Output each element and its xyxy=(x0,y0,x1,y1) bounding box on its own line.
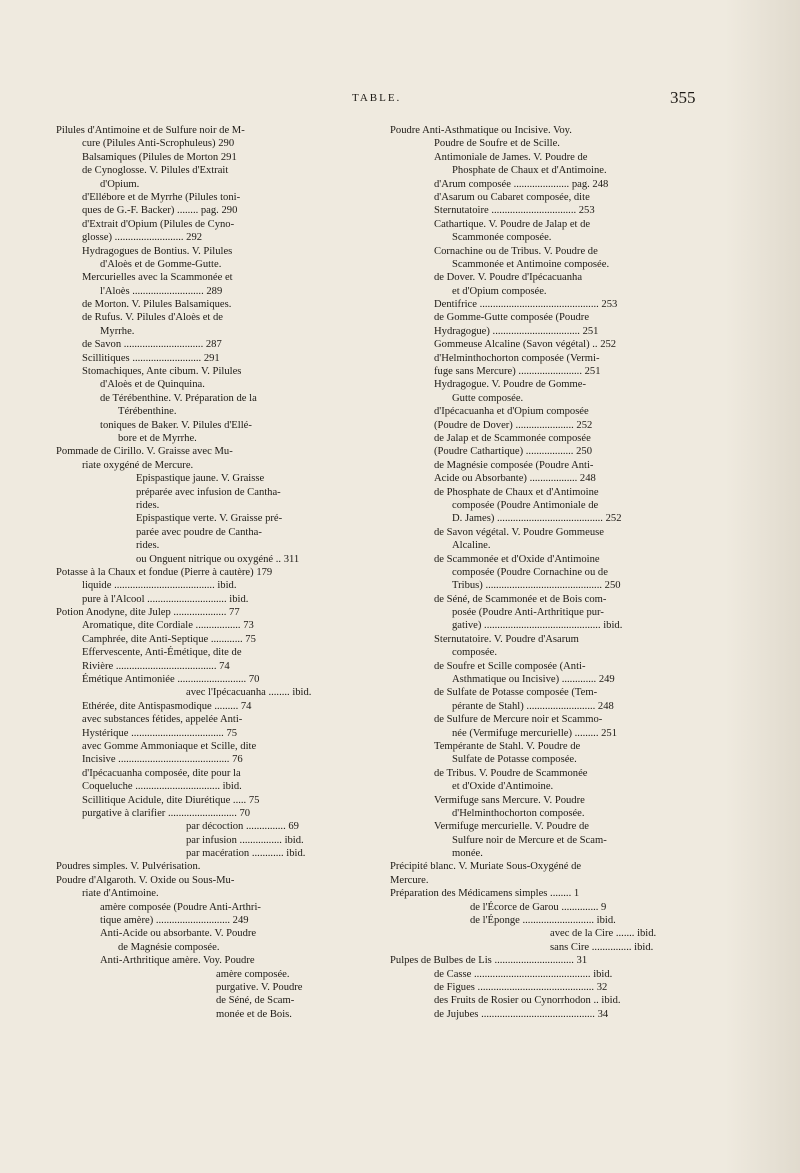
index-entry xyxy=(56,1008,428,1021)
index-entry xyxy=(390,459,716,472)
index-entry-text: Acide ou Absorbante) .................. 248 xyxy=(434,473,596,485)
index-entry xyxy=(56,686,428,699)
index-entry xyxy=(56,459,428,472)
index-entry-text: d'Ellébore et de Myrrhe (Pilules toni- xyxy=(82,191,241,203)
index-entry xyxy=(56,727,428,740)
index-entry-text: de Morton. V. Pilules Balsamiques. xyxy=(82,299,232,311)
index-entry xyxy=(390,566,716,579)
index-entry xyxy=(56,633,428,646)
index-entry xyxy=(56,472,428,485)
index-entry xyxy=(56,874,428,887)
index-entry-text: de Gomme-Gutte composée (Poudre xyxy=(434,312,590,324)
index-entry-text: Émétique Antimoniée .......................... 70 xyxy=(82,674,260,686)
index-entry-text: Potasse à la Chaux et fondue (Pierre à cautère) 179 xyxy=(56,566,273,578)
index-entry xyxy=(56,753,428,766)
index-entry xyxy=(390,486,716,499)
index-entry xyxy=(56,593,428,606)
index-entry xyxy=(56,914,428,927)
index-entry-text: Tempérante de Stahl. V. Poudre de xyxy=(434,740,581,752)
index-entry xyxy=(56,927,428,940)
index-entry-text: d'Aloès et de Gomme-Gutte. xyxy=(100,258,222,270)
index-entry-text: Sternutatoire. V. Poudre d'Asarum xyxy=(434,633,579,645)
index-entry-text: riate oxygéné de Mercure. xyxy=(82,459,194,471)
index-entry-text: préparée avec infusion de Cantha- xyxy=(136,486,281,498)
index-entry-text: Hydragogues de Bontius. V. Pilules xyxy=(82,245,233,257)
page-number: 355 xyxy=(670,88,696,107)
index-entry-text: Hydragogue) ................................. 251 xyxy=(434,325,599,337)
index-entry-text: de Cynoglosse. V. Pilules d'Extrait xyxy=(82,165,229,177)
index-entry-text: de Dover. V. Poudre d'Ipécacuanha xyxy=(434,272,583,284)
index-entry xyxy=(390,191,716,204)
index-column-left xyxy=(56,124,428,1021)
index-entry xyxy=(390,981,716,994)
index-entry xyxy=(56,981,428,994)
index-entry-text: de Phosphate de Chaux et d'Antimoine xyxy=(434,486,599,498)
index-entry-text: Gutte composée. xyxy=(452,392,524,404)
index-entry xyxy=(390,887,716,900)
index-entry xyxy=(390,445,716,458)
index-entry xyxy=(56,820,428,833)
index-entry-text: (Poudre Cathartique) .................. 250 xyxy=(434,446,592,458)
index-entry xyxy=(56,486,428,499)
index-entry xyxy=(56,512,428,525)
index-entry xyxy=(56,258,428,271)
index-entry-text: parée avec poudre de Cantha- xyxy=(136,526,262,538)
index-entry xyxy=(56,178,428,191)
index-entry-text: liquide ...................................... ibid. xyxy=(82,580,237,592)
index-entry-text: Phosphate de Chaux et d'Antimoine. xyxy=(452,165,607,177)
index-entry xyxy=(56,700,428,713)
index-entry-text: de Sulfate de Potasse composée (Tem- xyxy=(434,687,598,699)
index-entry-text: de Jujubes ........................................... 34 xyxy=(434,1008,609,1020)
index-entry-text: riate d'Antimoine. xyxy=(82,888,159,900)
index-entry xyxy=(390,633,716,646)
index-entry xyxy=(390,285,716,298)
index-entry xyxy=(390,727,716,740)
index-entry xyxy=(390,740,716,753)
index-entry-text: Poudre d'Algaroth. V. Oxide ou Sous-Mu- xyxy=(56,874,235,886)
index-entry xyxy=(56,338,428,351)
index-entry xyxy=(390,994,716,1007)
index-entry xyxy=(390,941,716,954)
index-entry xyxy=(56,901,428,914)
index-entry-text: d'Asarum ou Cabaret composée, dite xyxy=(434,191,590,203)
index-entry xyxy=(56,365,428,378)
index-entry-text: fuge sans Mercure) ........................ 251 xyxy=(434,366,601,378)
index-entry-text: pure à l'Alcool .............................. ibid. xyxy=(82,593,249,605)
index-entry xyxy=(390,579,716,592)
index-entry-text: Mercure. xyxy=(390,874,429,886)
index-entry-text: avec Gomme Ammoniaque et Scille, dite xyxy=(82,740,257,752)
index-entry-text: Rivière ...................................... 74 xyxy=(82,660,230,672)
index-entry xyxy=(56,124,428,137)
index-entry-text: Vermifuge sans Mercure. V. Poudre xyxy=(434,794,585,806)
index-entry-text: de Séné, de Scam- xyxy=(216,995,295,1007)
index-entry-text: de Jalap et de Scammonée composée xyxy=(434,432,591,444)
index-entry xyxy=(390,968,716,981)
index-entry-text: de Tribus. V. Poudre de Scammonée xyxy=(434,767,588,779)
index-entry-text: Myrrhe. xyxy=(100,325,135,337)
index-entry xyxy=(390,204,716,217)
index-entry xyxy=(56,419,428,432)
index-entry xyxy=(390,218,716,231)
index-entry-text: toniques de Baker. V. Pilules d'Ellé- xyxy=(100,419,252,431)
index-entry xyxy=(56,499,428,512)
index-entry xyxy=(56,994,428,1007)
index-entry-text: monée. xyxy=(452,848,483,860)
index-entry xyxy=(56,539,428,552)
index-entry-text: Gommeuse Alcaline (Savon végétal) .. 252 xyxy=(434,339,617,351)
index-entry xyxy=(390,927,716,940)
index-entry-text: de Sulfure de Mercure noir et Scammo- xyxy=(434,714,603,726)
index-entry-text: Potion Anodyne, dite Julep .................... 77 xyxy=(56,607,240,619)
index-entry xyxy=(56,794,428,807)
index-entry xyxy=(56,137,428,150)
index-entry xyxy=(390,606,716,619)
index-entry-text: de Magnésie composée (Poudre Anti- xyxy=(434,459,594,471)
index-entry-text: des Fruits de Rosier ou Cynorrhodon .. ibid. xyxy=(434,995,621,1007)
index-entry-text: d'Arum composée ..................... pag. 248 xyxy=(434,178,609,190)
index-entry-text: Epispastique jaune. V. Graisse xyxy=(136,473,265,485)
index-entry-text: Préparation des Médicamens simples ........ 1 xyxy=(390,888,580,900)
index-entry-text: Scillitiques .......................... 291 xyxy=(82,352,220,364)
index-entry xyxy=(390,780,716,793)
index-entry-text: Alcaline. xyxy=(452,540,491,552)
index-entry-text: Epispastique verte. V. Graisse pré- xyxy=(136,513,283,525)
index-entry xyxy=(56,526,428,539)
index-entry xyxy=(56,860,428,873)
index-entry xyxy=(390,365,716,378)
index-entry xyxy=(56,352,428,365)
index-entry-text: Pilules d'Antimoine et de Sulfure noir de M- xyxy=(56,125,245,136)
index-entry xyxy=(390,137,716,150)
index-entry-text: Poudre Anti-Asthmatique ou Incisive. Voy. xyxy=(390,125,572,136)
index-entry xyxy=(390,593,716,606)
index-entry xyxy=(390,1008,716,1021)
index-entry-text: Ethérée, dite Antispasmodique ......... 74 xyxy=(82,700,252,712)
index-entry xyxy=(390,673,716,686)
index-entry xyxy=(390,807,716,820)
index-entry xyxy=(56,553,428,566)
index-entry-text: d'Ipécacuanha composée, dite pour la xyxy=(82,767,241,779)
index-entry xyxy=(56,432,428,445)
index-entry-text: d'Helminthochorton composée. xyxy=(452,807,585,819)
index-entry-text: et d'Opium composée. xyxy=(452,285,547,297)
index-entry xyxy=(390,700,716,713)
index-entry-text: amère composée. xyxy=(216,968,290,980)
index-entry xyxy=(56,204,428,217)
index-entry-text: rides. xyxy=(136,540,160,552)
index-entry xyxy=(390,901,716,914)
index-entry-text: de Séné, de Scammonée et de Bois com- xyxy=(434,593,607,605)
index-entry xyxy=(56,285,428,298)
index-entry xyxy=(390,325,716,338)
index-entry-text: purgative à clarifier .......................... 70 xyxy=(82,807,251,819)
index-entry-text: sans Cire ............... ibid. xyxy=(550,941,654,953)
index-entry-text: purgative. V. Poudre xyxy=(216,982,303,993)
index-entry-text: née (Vermifuge mercurielle) ......... 251 xyxy=(452,727,618,739)
index-entry-text: Hystérique ................................... 75 xyxy=(82,727,238,739)
index-entry-text: Poudres simples. V. Pulvérisation. xyxy=(56,861,201,873)
index-entry-text: l'Aloès ........................... 289 xyxy=(100,285,223,297)
index-entry xyxy=(56,954,428,967)
index-entry xyxy=(390,820,716,833)
index-entry xyxy=(390,392,716,405)
index-entry-text: Sternutatoire ................................ 253 xyxy=(434,205,595,217)
index-entry xyxy=(56,271,428,284)
index-entry xyxy=(390,660,716,673)
index-entry xyxy=(390,338,716,351)
index-entry xyxy=(56,673,428,686)
index-entry xyxy=(390,378,716,391)
index-entry-text: avec l'Ipécacuanha ........ ibid. xyxy=(186,687,312,699)
index-entry xyxy=(56,325,428,338)
index-entry-text: glosse) .......................... 292 xyxy=(82,232,203,244)
index-entry-text: d'Helminthochorton composée (Vermi- xyxy=(434,352,600,364)
index-entry-text: Cathartique. V. Poudre de Jalap et de xyxy=(434,218,591,230)
index-entry xyxy=(56,231,428,244)
index-entry xyxy=(56,164,428,177)
index-entry-text: Cornachine ou de Tribus. V. Poudre de xyxy=(434,245,598,257)
index-entry-text: d'Opium. xyxy=(100,178,140,190)
index-entry-text: Tribus) ............................................ 250 xyxy=(452,580,621,592)
index-entry-text: Pulpes de Bulbes de Lis .............................. 31 xyxy=(390,955,588,967)
index-entry xyxy=(56,767,428,780)
index-entry xyxy=(390,405,716,418)
index-entry xyxy=(390,553,716,566)
index-entry xyxy=(390,499,716,512)
index-entry-text: avec substances fétides, appelée Anti- xyxy=(82,714,243,726)
index-entry xyxy=(56,619,428,632)
index-entry-text: bore et de Myrrhe. xyxy=(118,432,197,444)
index-entry-text: d'Aloès et de Quinquina. xyxy=(100,379,205,391)
index-entry xyxy=(390,231,716,244)
index-entry-text: de Savon .............................. 287 xyxy=(82,339,222,351)
index-entry-text: de Soufre et Scille composée (Anti- xyxy=(434,660,586,672)
index-entry-text: Sulfate de Potasse composée. xyxy=(452,754,577,766)
index-entry-text: de Scammonée et d'Oxide d'Antimoine xyxy=(434,553,600,565)
index-entry xyxy=(390,847,716,860)
index-entry-text: posée (Poudre Anti-Arthritique pur- xyxy=(452,607,604,619)
index-entry xyxy=(390,271,716,284)
index-entry-text: tique amère) ............................ 249 xyxy=(100,915,249,927)
index-entry-text: d'Ipécacuanha et d'Opium composée xyxy=(434,406,589,418)
index-entry-text: Camphrée, dite Anti-Septique ............ 75 xyxy=(82,633,256,645)
index-entry xyxy=(390,874,716,887)
index-entry xyxy=(56,834,428,847)
index-entry-text: composée (Poudre Cornachine ou de xyxy=(452,566,608,578)
index-entry-text: monée et de Bois. xyxy=(216,1008,292,1020)
running-title: TABLE. xyxy=(352,92,402,104)
index-entry-text: Scammonée composée. xyxy=(452,232,552,244)
index-entry-text: de Térébenthine. V. Préparation de la xyxy=(100,392,257,404)
index-entry-text: de Rufus. V. Pilules d'Aloès et de xyxy=(82,312,223,324)
index-entry xyxy=(390,178,716,191)
index-entry xyxy=(56,566,428,579)
index-entry-text: par décoction ............... 69 xyxy=(186,821,299,833)
index-entry-text: Balsamiques (Pilules de Morton 291 xyxy=(82,151,237,163)
index-entry-text: d'Extrait d'Opium (Pilules de Cyno- xyxy=(82,218,235,230)
index-entry xyxy=(390,767,716,780)
index-entry xyxy=(56,298,428,311)
index-entry-text: Stomachiques, Ante cibum. V. Pilules xyxy=(82,366,242,378)
index-entry xyxy=(56,245,428,258)
index-entry xyxy=(56,968,428,981)
index-entry xyxy=(390,245,716,258)
index-entry xyxy=(56,405,428,418)
index-entry xyxy=(56,847,428,860)
index-entry-text: Poudre de Soufre et de Scille. xyxy=(434,138,560,150)
index-entry-text: avec de la Cire ....... ibid. xyxy=(550,928,657,940)
index-entry xyxy=(390,794,716,807)
index-entry xyxy=(56,807,428,820)
index-entry-text: Dentifrice ............................................. 253 xyxy=(434,299,618,311)
index-entry xyxy=(56,887,428,900)
index-entry-text: Anti-Arthritique amère. Voy. Poudre xyxy=(100,955,255,967)
index-entry-text: Vermifuge mercurielle. V. Poudre de xyxy=(434,821,589,833)
index-entry-text: Scammonée et Antimoine composée. xyxy=(452,258,610,270)
index-entry-text: de Figues ............................................ 32 xyxy=(434,982,608,993)
index-entry-text: gative) ............................................ ibid. xyxy=(452,620,623,632)
index-entry xyxy=(56,311,428,324)
index-entry xyxy=(56,191,428,204)
index-entry-text: rides. xyxy=(136,499,160,511)
index-entry xyxy=(390,512,716,525)
index-entry xyxy=(56,392,428,405)
index-entry xyxy=(390,151,716,164)
index-entry xyxy=(56,445,428,458)
index-entry-text: par infusion ................ ibid. xyxy=(186,834,304,846)
index-entry xyxy=(56,218,428,231)
index-entry xyxy=(390,352,716,365)
index-entry xyxy=(390,539,716,552)
index-entry-text: Térébenthine. xyxy=(118,406,177,418)
index-entry-text: Coqueluche ................................ ibid. xyxy=(82,781,242,793)
index-entry xyxy=(56,151,428,164)
index-entry xyxy=(390,753,716,766)
index-entry-text: composée. xyxy=(452,647,498,659)
index-entry xyxy=(390,834,716,847)
index-entry-text: Incisive .......................................... 76 xyxy=(82,754,243,766)
index-entry xyxy=(56,606,428,619)
index-entry xyxy=(390,472,716,485)
index-entry-text: Précipité blanc. V. Muriate Sous-Oxygéné de xyxy=(390,861,582,873)
index-entry-text: composée (Poudre Antimoniale de xyxy=(452,499,599,511)
index-entry-text: Effervescente, Anti-Émétique, dite de xyxy=(82,647,242,659)
index-entry xyxy=(56,941,428,954)
index-entry xyxy=(56,740,428,753)
index-entry-text: et d'Oxide d'Antimoine. xyxy=(452,781,554,793)
index-entry xyxy=(390,619,716,632)
index-entry xyxy=(56,579,428,592)
index-entry-text: D. James) ........................................ 252 xyxy=(452,513,622,525)
index-entry xyxy=(56,780,428,793)
index-entry xyxy=(390,298,716,311)
index-entry-text: pérante de Stahl) .......................... 248 xyxy=(452,700,614,712)
index-entry-text: ou Onguent nitrique ou oxygéné .. 311 xyxy=(136,553,300,565)
index-entry-text: Hydragogue. V. Poudre de Gomme- xyxy=(434,379,587,391)
index-entry xyxy=(390,860,716,873)
index-entry-text: de Casse ............................................ ibid. xyxy=(434,968,613,980)
index-entry-text: Aromatique, dite Cordiale ................. 73 xyxy=(82,620,254,632)
index-entry-text: de Savon végétal. V. Poudre Gommeuse xyxy=(434,526,604,538)
index-entry xyxy=(390,124,716,137)
index-entry-text: Anti-Acide ou absorbante. V. Poudre xyxy=(100,928,257,940)
index-entry-text: ques de G.-F. Backer) ........ pag. 290 xyxy=(82,205,238,217)
index-entry xyxy=(56,660,428,673)
index-column-right xyxy=(390,124,716,1021)
page-header xyxy=(0,78,800,108)
index-entry-text: cure (Pilules Anti-Scrophuleus) 290 xyxy=(82,138,235,150)
index-entry-text: de l'Écorce de Garou .............. 9 xyxy=(470,901,607,913)
index-entry-text: (Poudre de Dover) ...................... 252 xyxy=(434,419,593,431)
index-entry xyxy=(390,526,716,539)
index-entry-text: Sulfure noir de Mercure et de Scam- xyxy=(452,834,607,846)
index-entry xyxy=(390,646,716,659)
index-entry xyxy=(390,686,716,699)
index-entry xyxy=(390,914,716,927)
index-entry xyxy=(56,378,428,391)
index-entry-text: de Magnésie composée. xyxy=(118,941,220,953)
page-fold-shadow xyxy=(725,0,800,1173)
index-entry-text: Pommade de Cirillo. V. Graisse avec Mu- xyxy=(56,446,233,458)
index-entry xyxy=(390,258,716,271)
index-entry-text: par macération ............ ibid. xyxy=(186,848,306,860)
index-entry xyxy=(56,713,428,726)
index-entry-text: Antimoniale de James. V. Poudre de xyxy=(434,151,588,163)
index-entry xyxy=(390,954,716,967)
index-entry xyxy=(390,419,716,432)
index-entry xyxy=(390,311,716,324)
index-entry xyxy=(390,713,716,726)
index-entry xyxy=(56,646,428,659)
index-entry-text: de l'Éponge ........................... ibid. xyxy=(470,915,616,927)
index-entry-text: Scillitique Acidule, dite Diurétique ..... 75 xyxy=(82,794,260,806)
index-entry xyxy=(390,164,716,177)
index-entry-text: amère composée (Poudre Anti-Arthri- xyxy=(100,901,261,913)
index-entry xyxy=(390,432,716,445)
index-entry-text: Asthmatique ou Incisive) ............. 249 xyxy=(452,674,615,686)
index-entry-text: Mercurielles avec la Scammonée et xyxy=(82,272,233,284)
